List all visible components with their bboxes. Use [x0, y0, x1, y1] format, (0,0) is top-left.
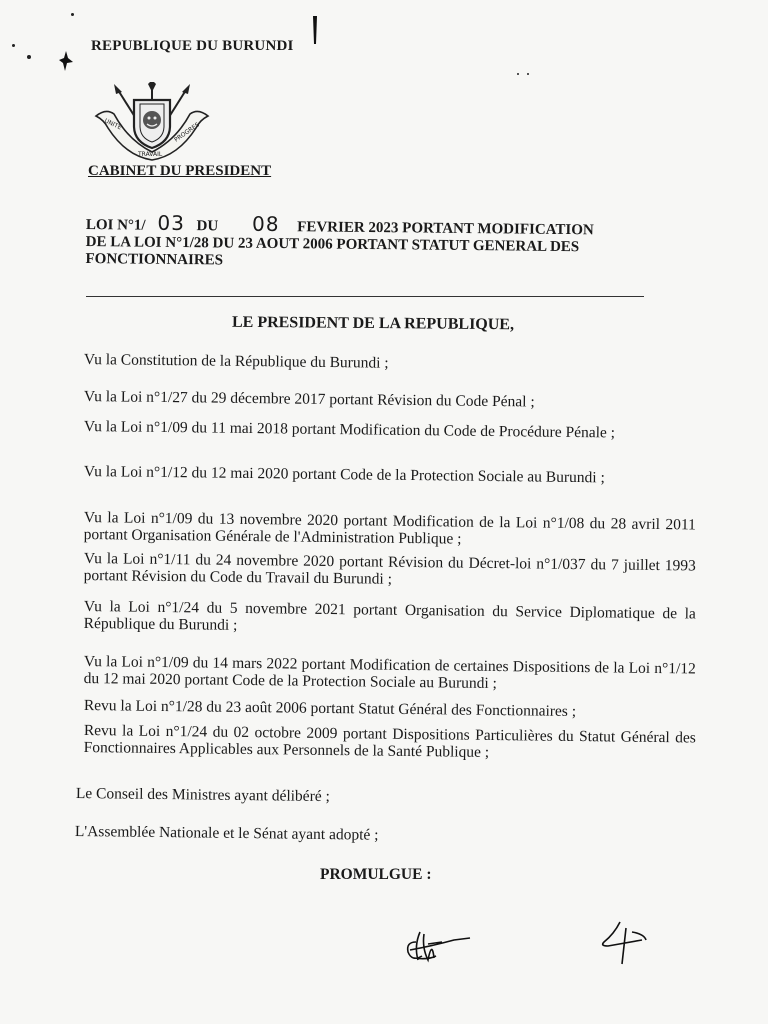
visa-item: Vu la Loi n°1/09 du 14 mars 2022 portant Modification de certaines Dispositions de la Loi n°1/12 du 12 mai 2020 portant Code de la Protection Sociale au Burundi ; [83, 653, 696, 693]
visa-item: Vu la Loi n°1/09 du 11 mai 2018 portant Modification du Code de Procédure Pénale ; [83, 418, 616, 442]
president-heading: LE PRESIDENT DE LA REPUBLIQUE, [231, 313, 515, 334]
scan-speck [527, 73, 529, 75]
signature-initials-left [402, 920, 474, 966]
law-number-handwritten: 03 [157, 210, 186, 236]
law-title-line-3: FONCTIONNAIRES [85, 250, 224, 269]
visa-item: Vu la Loi n°1/24 du 5 novembre 2021 portant Organisation du Service Diplomatique de la République du Burundi ; [83, 598, 696, 634]
scan-mark [311, 16, 319, 46]
republic-header: REPUBLIQUE DU BURUNDI [91, 38, 294, 54]
scan-speck [27, 55, 31, 59]
visa-item: Revu la Loi n°1/28 du 23 août 2006 portant Statut Général des Fonctionnaires ; [83, 697, 577, 721]
scan-speck [12, 44, 15, 47]
scan-speck [71, 13, 74, 16]
law-day-handwritten: 08 [251, 211, 280, 237]
law-title-line-2: DE LA LOI N°1/28 DU 23 AOUT 2006 PORTANT STATUT GENERAL DES [85, 233, 580, 256]
promulgue-heading: PROMULGUE : [320, 866, 432, 883]
law-title-du: DU [196, 218, 219, 235]
visa-item: Vu la Constitution de la République du Burundi ; [83, 351, 389, 372]
visa-item: Vu la Loi n°1/09 du 13 novembre 2020 portant Modification de la Loi n°1/08 du 28 avril 2011 portant Organisation Générale de l'Administration Publique ; [83, 509, 696, 548]
coat-of-arms-emblem [92, 82, 212, 162]
scan-speck [517, 73, 519, 75]
visa-item: Vu la Loi n°1/12 du 12 mai 2020 portant Code de la Protection Sociale au Burundi ; [83, 463, 605, 487]
cabinet-header: CABINET DU PRESIDENT [88, 163, 272, 179]
deliberation-line: Le Conseil des Ministres ayant délibéré ; [75, 785, 330, 806]
separator-line [86, 296, 644, 297]
law-title-line-1-rest: FEVRIER 2023 PORTANT MODIFICATION [297, 219, 594, 239]
svg-text:PROGRES: PROGRES [173, 121, 201, 144]
visa-item: Vu la Loi n°1/27 du 29 décembre 2017 portant Révision du Code Pénal ; [83, 388, 535, 411]
visa-item: Vu la Loi n°1/11 du 24 novembre 2020 portant Révision du Décret-loi n°1/037 du 7 juillet 1993 portant Révision du Code du Travail du Burundi ; [83, 550, 696, 588]
scan-mark [58, 50, 74, 72]
law-title-prefix: LOI N°1/ [85, 216, 146, 234]
visa-item: Revu la Loi n°1/24 du 02 octobre 2009 portant Dispositions Particulières du Statut Général des Fonctionnaires Applicables aux Personnels de la Santé Publique ; [83, 722, 696, 761]
svg-text:UNITE: UNITE [103, 117, 123, 132]
adoption-line: L'Assemblée Nationale et le Sénat ayant adopté ; [74, 823, 379, 844]
law-title [85, 210, 700, 274]
svg-text:TRAVAIL: TRAVAIL [138, 151, 163, 158]
signature-initials-right [592, 918, 652, 968]
